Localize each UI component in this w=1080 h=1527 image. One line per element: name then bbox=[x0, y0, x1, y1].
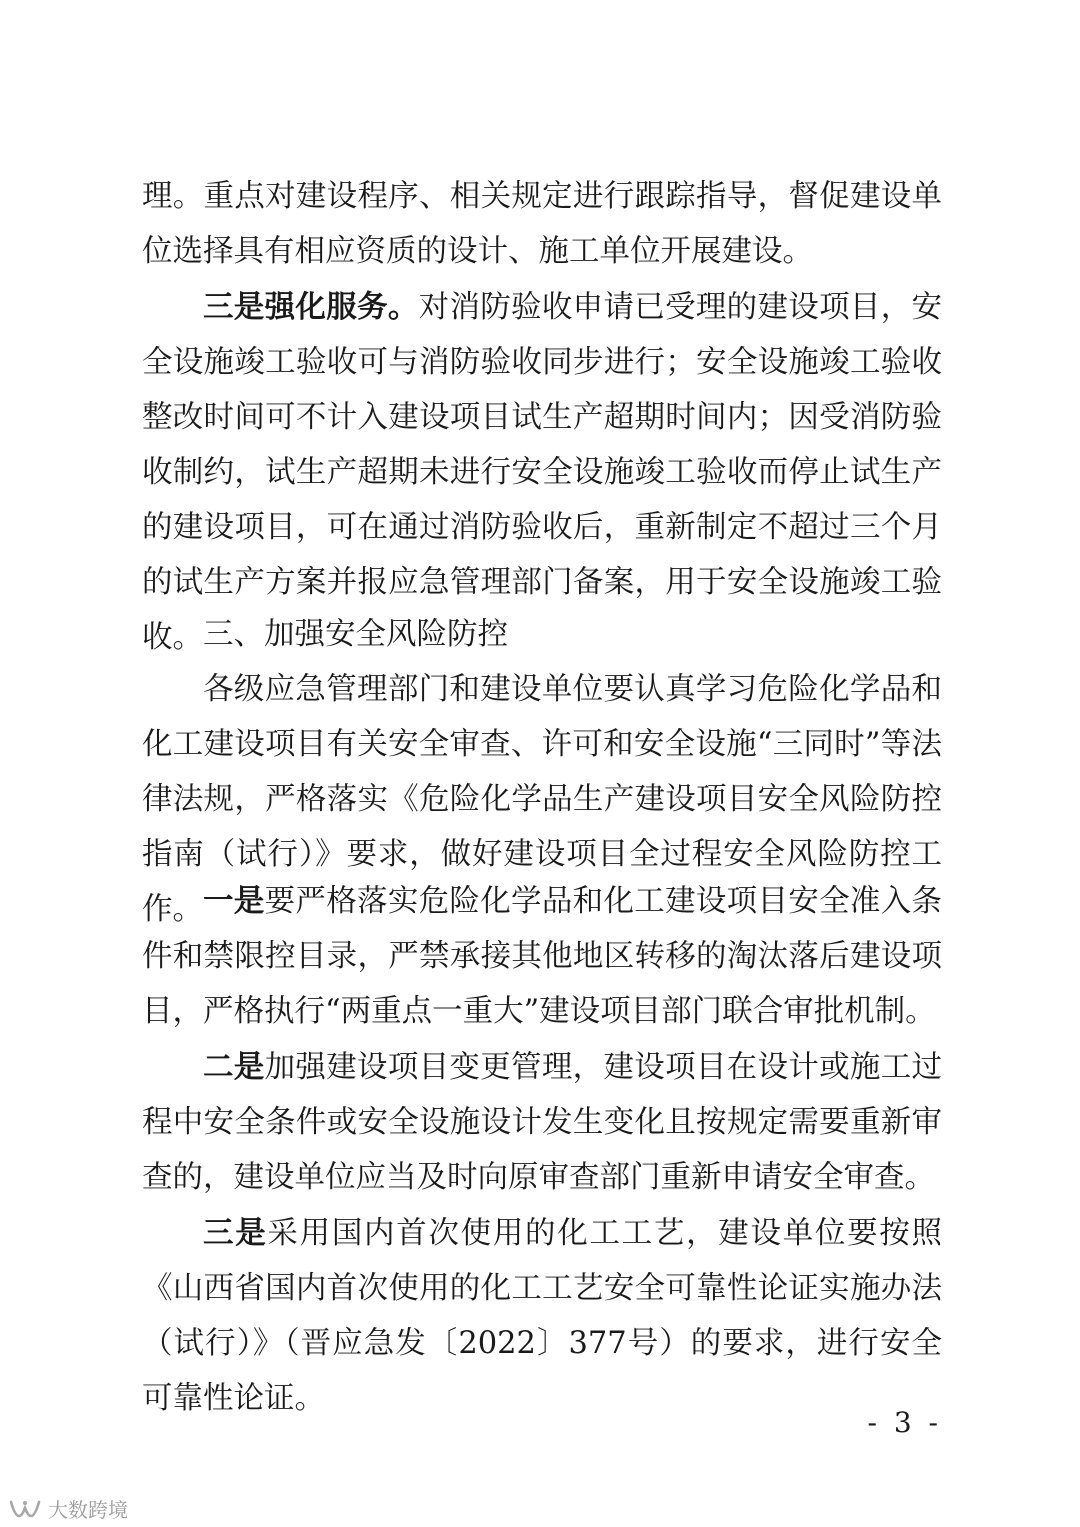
paragraph-4: 各级应急管理部门和建设单位要认真学习危险化学品和化工建设项目有关安全审查、许可和安全设施“三同时”等法律法规，严格落实《危险化学品生产建设项目安全风险防控指南（试行）》要求，做好建设项目全过程安全风险防控工作。 bbox=[142, 672, 942, 927]
paragraph-6 bbox=[142, 1040, 942, 1205]
paragraph-7 bbox=[142, 1206, 942, 1426]
paragraph-7-lead: 三是 bbox=[203, 1215, 268, 1251]
watermark-text: 大数跨境 bbox=[48, 1498, 128, 1522]
paragraph-6-lead: 二是 bbox=[203, 1049, 265, 1085]
paragraph-2-lead: 三是强化服务。 bbox=[203, 289, 419, 325]
section-heading-3: 三、加强安全风险防控 bbox=[203, 617, 508, 652]
paragraph-7-body: 采用国内首次使用的化工工艺，建设单位要按照《山西省国内首次使用的化工工艺安全可靠性论证实施办法（试行）》（晋应急发〔2022〕377号）的要求，进行安全可靠性论证。 bbox=[142, 1216, 943, 1416]
paragraph-6-body: 加强建设项目变更管理，建设项目在设计或施工过程中安全条件或安全设施设计发生变化且按规定需要重新审查的，建设单位应当及时向原审查部门重新申请安全审查。 bbox=[142, 1050, 942, 1195]
paragraph-1: 理。重点对建设程序、相关规定进行跟踪指导，督促建设单位选择具有相应资质的设计、施工单位开展建设。 bbox=[142, 179, 942, 269]
page-number: - 3 - bbox=[867, 1406, 942, 1439]
paragraph-5-lead: 一是 bbox=[203, 883, 265, 919]
wechat-channel-logo-icon bbox=[8, 1498, 42, 1520]
paragraph-2-body: 对消防验收申请已受理的建设项目，安全设施竣工验收可与消防验收同步进行；安全设施竣工验收整改时间可不计入建设项目试生产超期时间内；因受消防验收制约，试生产超期未进行安全设施竣工验收而停止试生产的建设项目，可在通过消防验收后，重新制定不超过三个月的试生产方案并报应急管理部门备案，用于安全设施竣工验收。 bbox=[142, 290, 943, 655]
paragraph-5-body: 要严格落实危险化学品和化工建设项目安全准入条件和禁限控目录，严禁承接其他地区转移的淘汰落后建设项目，严格执行“两重点一重大”建设项目部门联合审批机制。 bbox=[142, 884, 942, 1029]
watermark bbox=[8, 1494, 128, 1523]
paragraph-5 bbox=[142, 874, 942, 1039]
